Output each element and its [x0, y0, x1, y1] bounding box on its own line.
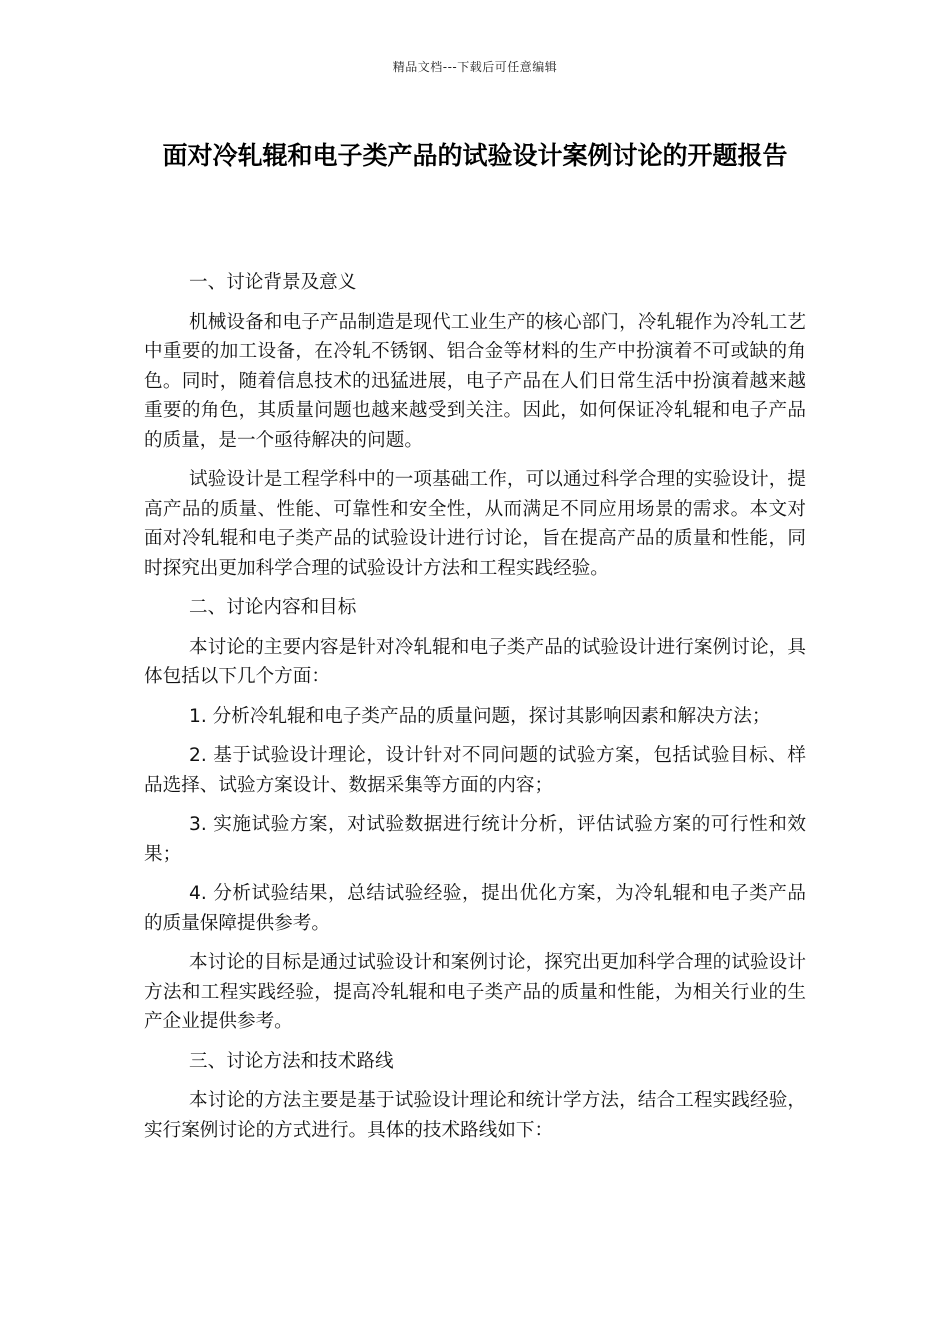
section-heading-background: 一、讨论背景及意义 — [189, 272, 357, 293]
section-heading-method: 三、讨论方法和技术路线 — [189, 1050, 394, 1072]
list-item: 4. 分析试验结果，总结试验经验，提出优化方案，为冷轧辊和电子类产品的质量保障提供参考。 — [144, 883, 806, 934]
list-item: 3. 实施试验方案，对试验数据进行统计分析，评估试验方案的可行性和效果； — [144, 814, 806, 865]
paragraph-content-intro: 本讨论的主要内容是针对冷轧辊和电子类产品的试验设计进行案例讨论，具体包括以下几个方面： — [144, 636, 806, 687]
document-body — [144, 268, 806, 1155]
header-note: 精品文档---下载后可任意编辑 — [392, 60, 558, 74]
section-heading-content: 二、讨论内容和目标 — [189, 597, 357, 618]
list-item: 1. 分析冷轧辊和电子类产品的质量问题，探讨其影响因素和解决方法； — [189, 705, 771, 727]
paragraph-background-2: 试验设计是工程学科中的一项基础工作，可以通过科学合理的实验设计，提高产品的质量、性能、可靠性和安全性，从而满足不同应用场景的需求。本文对面对冷轧辊和电子类产品的试验设计进行讨论，旨在提高产品的质量和性能，同时探究出更加科学合理的试验设计方法和工程实践经验。 — [144, 469, 806, 579]
paragraph-background-1: 机械设备和电子产品制造是现代工业生产的核心部门，冷轧辊作为冷轧工艺中重要的加工设备，在冷轧不锈钢、铝合金等材料的生产中扮演着不可或缺的角色。同时，随着信息技术的迅猛进展，电子产品在人们日常生活中扮演着越来越重要的角色，其质量问题也越来越受到关注。因此，如何保证冷轧辊和电子产品的质量，是一个亟待解决的问题。 — [144, 311, 806, 451]
list-item: 2. 基于试验设计理论，设计针对不同问题的试验方案，包括试验目标、样品选择、试验方案设计、数据采集等方面的内容； — [144, 745, 806, 796]
paragraph-method-1: 本讨论的方法主要是基于试验设计理论和统计学方法，结合工程实践经验，实行案例讨论的方式进行。具体的技术路线如下： — [144, 1090, 806, 1141]
document-title: 面对冷轧辊和电子类产品的试验设计案例讨论的开题报告 — [162, 141, 788, 170]
paragraph-content-goal: 本讨论的目标是通过试验设计和案例讨论，探究出更加科学合理的试验设计方法和工程实践经验，提高冷轧辊和电子类产品的质量和性能，为相关行业的生产企业提供参考。 — [144, 952, 806, 1032]
